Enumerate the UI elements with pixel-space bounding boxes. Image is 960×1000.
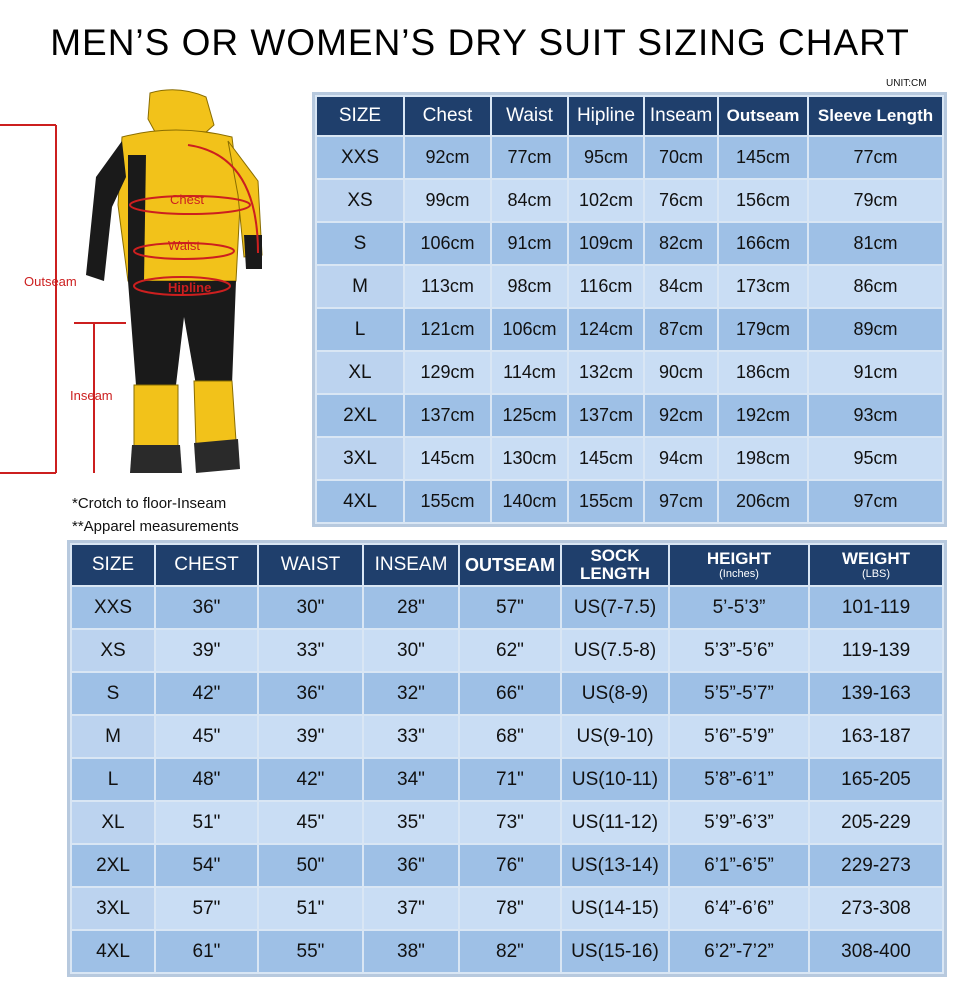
size-cell: XL [316,351,404,394]
header-chest: CHEST [155,544,258,586]
waist-cell: 125cm [491,394,568,437]
header-weight [809,544,943,586]
size-cell: 4XL [71,930,155,973]
waist-cell: 77cm [491,136,568,179]
inseam-cell: 33" [363,715,459,758]
header-size: SIZE [316,96,404,136]
inseam-cell: 32" [363,672,459,715]
inseam-label: Inseam [70,388,113,403]
table-row [316,437,943,480]
sleeve-length-cell: 95cm [808,437,943,480]
inseam-cell: 34" [363,758,459,801]
height-cell: 5’6”-5’9” [669,715,809,758]
waist-cell: 33" [258,629,363,672]
sleeve-length-cell: 93cm [808,394,943,437]
hipline-label: Hipline [168,280,212,295]
height-cell: 5’-5’3” [669,586,809,629]
table-row [316,179,943,222]
sleeve-length-cell: 77cm [808,136,943,179]
size-cell: XXS [71,586,155,629]
outseam-cell: 206cm [718,480,808,523]
waist-cell: 130cm [491,437,568,480]
size-cell: XXS [316,136,404,179]
waist-cell: 51" [258,887,363,930]
chest-cell: 54" [155,844,258,887]
inch-size-table [70,543,944,974]
waist-cell: 84cm [491,179,568,222]
weight-cell: 139-163 [809,672,943,715]
header-weight-main: WEIGHT [842,549,910,568]
waist-cell: 36" [258,672,363,715]
header-height-main: HEIGHT [706,549,772,568]
chest-cell: 145cm [404,437,491,480]
outseam-cell: 57" [459,586,561,629]
table-row [71,887,943,930]
table-row [316,351,943,394]
height-cell: 6’4”-6’6” [669,887,809,930]
waist-label: Waist [168,238,201,253]
chest-label: Chest [170,192,204,207]
inseam-cell: 37" [363,887,459,930]
outseam-cell: 179cm [718,308,808,351]
inseam-cell: 94cm [644,437,718,480]
inch-header-row [71,544,943,586]
outseam-cell: 82" [459,930,561,973]
inseam-cell: 76cm [644,179,718,222]
waist-cell: 45" [258,801,363,844]
table-row [316,222,943,265]
chest-cell: 129cm [404,351,491,394]
chest-cell: 99cm [404,179,491,222]
sock-length-cell: US(9-10) [561,715,669,758]
cm-size-table [315,95,944,524]
waist-cell: 50" [258,844,363,887]
size-cell: M [316,265,404,308]
chest-cell: 48" [155,758,258,801]
hipline-cell: 155cm [568,480,644,523]
header-inseam: INSEAM [363,544,459,586]
table-row [316,308,943,351]
header-waist: Waist [491,96,568,136]
inseam-cell: 90cm [644,351,718,394]
size-cell: 3XL [316,437,404,480]
waist-cell: 114cm [491,351,568,394]
inseam-cell: 70cm [644,136,718,179]
size-cell: S [316,222,404,265]
table-row [316,136,943,179]
cm-header-row [316,96,943,136]
hipline-cell: 145cm [568,437,644,480]
height-cell: 5’8”-6’1” [669,758,809,801]
outseam-cell: 71" [459,758,561,801]
sleeve-length-cell: 86cm [808,265,943,308]
sleeve-length-cell: 91cm [808,351,943,394]
weight-cell: 229-273 [809,844,943,887]
waist-cell: 140cm [491,480,568,523]
weight-cell: 165-205 [809,758,943,801]
header-length: LENGTH [580,564,650,583]
note-inseam: *Crotch to floor-Inseam [72,495,227,512]
page-title: MEN’S OR WOMEN’S DRY SUIT SIZING CHART [50,22,910,63]
outseam-cell: 192cm [718,394,808,437]
note-apparel: **Apparel measurements [72,518,239,535]
chest-cell: 92cm [404,136,491,179]
chest-cell: 155cm [404,480,491,523]
chest-cell: 45" [155,715,258,758]
unit-label: UNIT:CM [886,78,927,89]
height-cell: 6’1”-6’5” [669,844,809,887]
chest-cell: 51" [155,801,258,844]
table-row [71,801,943,844]
sock-length-cell: US(7-7.5) [561,586,669,629]
sock-length-cell: US(8-9) [561,672,669,715]
height-cell: 6’2”-7’2” [669,930,809,973]
waist-cell: 106cm [491,308,568,351]
size-cell: XL [71,801,155,844]
outseam-cell: 66" [459,672,561,715]
header-sock: SOCK [590,546,640,565]
chest-cell: 61" [155,930,258,973]
header-chest: Chest [404,96,491,136]
sock-length-cell: US(14-15) [561,887,669,930]
chest-cell: 137cm [404,394,491,437]
table-row [316,480,943,523]
sleeve-length-cell: 89cm [808,308,943,351]
inseam-cell: 82cm [644,222,718,265]
outseam-cell: 173cm [718,265,808,308]
outseam-cell: 78" [459,887,561,930]
inseam-cell: 84cm [644,265,718,308]
outseam-cell: 166cm [718,222,808,265]
size-cell: M [71,715,155,758]
size-cell: 3XL [71,887,155,930]
outseam-cell: 198cm [718,437,808,480]
header-height [669,544,809,586]
inseam-cell: 36" [363,844,459,887]
outseam-cell: 186cm [718,351,808,394]
inseam-cell: 87cm [644,308,718,351]
waist-cell: 55" [258,930,363,973]
sock-length-cell: US(10-11) [561,758,669,801]
height-cell: 5’9”-6’3” [669,801,809,844]
sleeve-length-cell: 79cm [808,179,943,222]
weight-cell: 119-139 [809,629,943,672]
hipline-cell: 109cm [568,222,644,265]
inseam-cell: 35" [363,801,459,844]
size-cell: XS [316,179,404,222]
outseam-label: Outseam [24,274,77,289]
weight-cell: 163-187 [809,715,943,758]
weight-cell: 101-119 [809,586,943,629]
height-cell: 5’3”-5’6” [669,629,809,672]
waist-cell: 42" [258,758,363,801]
outseam-cell: 68" [459,715,561,758]
header-sleeve-length: Sleeve Length [808,96,943,136]
chest-cell: 36" [155,586,258,629]
hipline-cell: 132cm [568,351,644,394]
sock-length-cell: US(7.5-8) [561,629,669,672]
hipline-cell: 116cm [568,265,644,308]
hipline-cell: 95cm [568,136,644,179]
weight-cell: 205-229 [809,801,943,844]
outseam-cell: 156cm [718,179,808,222]
header-size: SIZE [71,544,155,586]
chest-cell: 57" [155,887,258,930]
header-outseam: OUTSEAM [459,544,561,586]
header-inseam: Inseam [644,96,718,136]
size-cell: L [71,758,155,801]
inseam-cell: 97cm [644,480,718,523]
waist-cell: 30" [258,586,363,629]
size-cell: L [316,308,404,351]
inseam-cell: 28" [363,586,459,629]
outseam-cell: 76" [459,844,561,887]
chest-cell: 42" [155,672,258,715]
size-cell: 4XL [316,480,404,523]
sock-length-cell: US(11-12) [561,801,669,844]
table-row [71,758,943,801]
table-row [71,629,943,672]
size-cell: S [71,672,155,715]
inseam-cell: 38" [363,930,459,973]
notes [72,492,239,538]
hipline-cell: 124cm [568,308,644,351]
table-row [316,265,943,308]
table-row [71,672,943,715]
height-cell: 5’5”-5’7” [669,672,809,715]
sock-length-cell: US(15-16) [561,930,669,973]
weight-cell: 273-308 [809,887,943,930]
outseam-cell: 145cm [718,136,808,179]
weight-cell: 308-400 [809,930,943,973]
size-cell: 2XL [316,394,404,437]
hipline-cell: 102cm [568,179,644,222]
chest-cell: 121cm [404,308,491,351]
table-row [71,586,943,629]
header-height-unit: (Inches) [719,568,759,580]
waist-cell: 39" [258,715,363,758]
header-waist: WAIST [258,544,363,586]
table-row [71,930,943,973]
table-row [71,844,943,887]
outseam-cell: 62" [459,629,561,672]
inseam-cell: 92cm [644,394,718,437]
sleeve-length-cell: 97cm [808,480,943,523]
chest-cell: 113cm [404,265,491,308]
sock-length-cell: US(13-14) [561,844,669,887]
header-sock-length [561,544,669,586]
dry-suit-figure [0,85,300,485]
header-hipline: Hipline [568,96,644,136]
header-outseam: Outseam [718,96,808,136]
waist-cell: 91cm [491,222,568,265]
size-cell: 2XL [71,844,155,887]
waist-cell: 98cm [491,265,568,308]
sleeve-length-cell: 81cm [808,222,943,265]
chest-cell: 39" [155,629,258,672]
size-cell: XS [71,629,155,672]
inseam-cell: 30" [363,629,459,672]
table-row [71,715,943,758]
header-weight-unit: (LBS) [861,568,891,580]
hipline-cell: 137cm [568,394,644,437]
outseam-cell: 73" [459,801,561,844]
table-row [316,394,943,437]
chest-cell: 106cm [404,222,491,265]
